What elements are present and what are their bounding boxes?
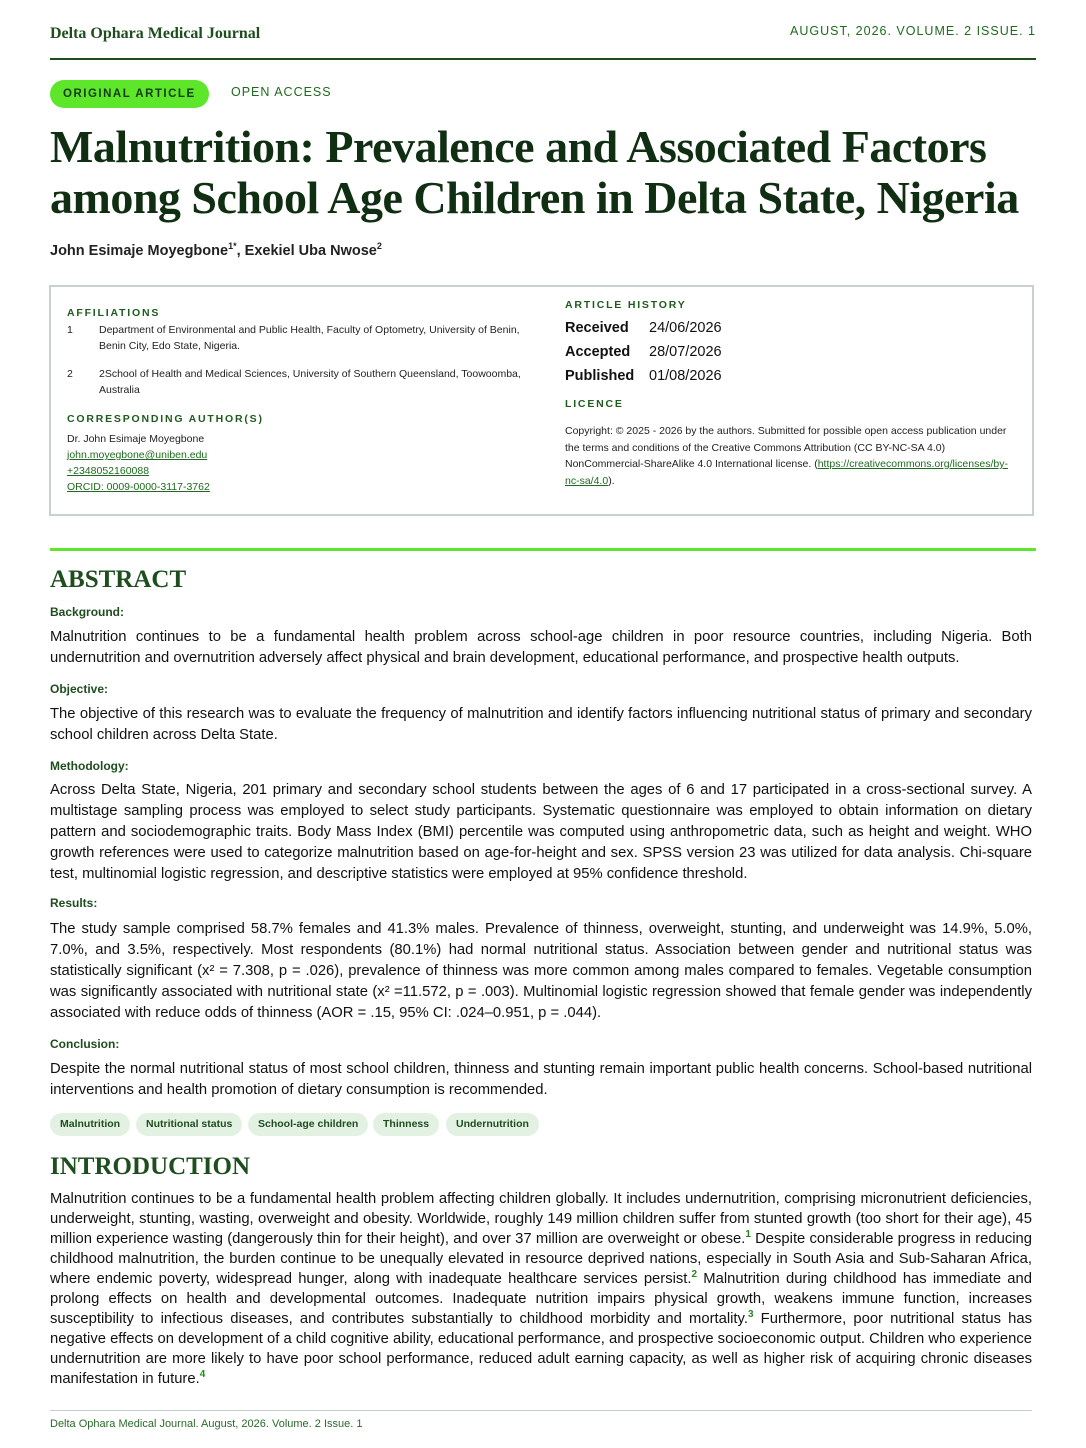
article-info-box (49, 285, 1034, 516)
methodology-label: Methodology: (50, 759, 129, 773)
licence-text: Copyright: © 2025 - 2026 by the authors. Submitted for possible open access publication under the terms and conditions of the Creative Commons Attribution (CC BY-NC-SA 4.0) NonCommercial-ShareAlike 4.0 International license. (https://creativecommons.org/licenses/by-nc-sa/4.0). (565, 425, 1008, 487)
affiliation-number: 2 (67, 368, 73, 380)
author-list: John Esimaje Moyegbone$^{1*}$, Exekiel Uba Nwose$^2$ (50, 241, 382, 259)
introduction-heading: INTRODUCTION (50, 1153, 251, 1180)
background-label: Background: (50, 605, 125, 619)
corresponding-name: Dr. John Esimaje Moyegbone (67, 433, 205, 445)
author-affiliation-mark: 2 (376, 241, 382, 251)
article-type-badge: ORIGINAL ARTICLE (50, 80, 209, 108)
affiliation-number: 1 (67, 324, 73, 336)
citation-ref[interactable]: 3 (747, 1309, 754, 1321)
open-access-label: OPEN ACCESS (231, 85, 332, 99)
licence-url-link[interactable]: https://creativecommons.org/licenses/by-nc-sa/4.0 (565, 458, 1008, 487)
results-label: Results: (50, 896, 98, 910)
author-affiliation-mark: 1* (228, 241, 237, 251)
citation-ref[interactable]: 1 (745, 1229, 751, 1241)
licence-heading: LICENCE (565, 398, 624, 410)
background-text: Malnutrition continues to be a fundamental health problem across school-age children in poor resource countries, including Nigeria. Both undernutrition and overnutrition adversely affect physical and brain development, educational performance, and prospective health outputs. (50, 629, 1032, 666)
history-published (565, 368, 722, 384)
history-label: Accepted (565, 344, 631, 360)
history-label: Published (565, 368, 635, 384)
conclusion-text: Despite the normal nutritional status of most school children, thinness and stunting remain important public health concerns. School-based nutritional interventions and health promotion of dietary consumption is recommended. (50, 1061, 1032, 1098)
licence-body: Copyright: © 2025 - 2026 by the authors. Submitted for possible open access publication under the terms and conditions of the Creative Commons Attribution (CC BY-NC-SA 4.0) NonCommercial-ShareAlike 4.0 International license. (565, 425, 1007, 470)
page-header (50, 22, 1036, 60)
title-line-2: among School Age Children in Delta State, Nigeria (50, 172, 1019, 223)
corresponding-heading: CORRESPONDING AUTHOR(S) (67, 413, 264, 425)
corresponding-email-link[interactable]: john.moyegbone@uniben.edu (67, 449, 208, 461)
history-date: 01/08/2026 (649, 368, 722, 384)
footer-divider (50, 1410, 1032, 1411)
section-divider (50, 548, 1036, 551)
results-text: The study sample comprised 58.7% females and 41.3% males. Prevalence of thinness, overweight, stunting, and underweight was 14.9%, 5.0%, 7.0%, and 3.5%, respectively. Most respondents (80.1%) had normal nutritional status. Association between gender and nutritional status was statistically significant (x² = 7.308, p = .026), prevalence of thinness was more common among males compared to females. Vegetable consumption was significantly associated with nutritional state (x² =11.572, p = .003). Multinomial logistic regression showed that female gender was independently associated with reduce odds of thinness (AOR = .15, 95% CI: .024–0.951, p = .044). (50, 921, 1032, 1021)
objective-text: The objective of this research was to evaluate the frequency of malnutrition and identify factors influencing nutritional status of primary and secondary school children across Delta State. (50, 706, 1032, 743)
keyword-tag[interactable]: Malnutrition (50, 1113, 130, 1136)
author-name: John Esimaje Moyegbone (50, 242, 229, 259)
affiliation-text: 2School of Health and Medical Sciences, University of Southern Queensland, Toowoomba, Australia (99, 368, 521, 396)
history-heading: ARTICLE HISTORY (565, 299, 687, 311)
history-date: 24/06/2026 (649, 320, 722, 336)
conclusion-label: Conclusion: (50, 1037, 120, 1051)
issue-info: AUGUST, 2026. VOLUME. 2 ISSUE. 1 (790, 24, 1036, 38)
objective-label: Objective: (50, 682, 109, 696)
keyword-tag[interactable]: Undernutrition (446, 1113, 539, 1136)
introduction-text (50, 1189, 1032, 1389)
title-line-1: Malnutrition: Prevalence and Associated Factors (50, 121, 987, 172)
keyword-tag[interactable]: School-age children (248, 1113, 368, 1136)
history-received (565, 320, 722, 336)
affiliations-heading: AFFILIATIONS (67, 307, 161, 319)
keyword-tag[interactable]: Thinness (373, 1113, 439, 1136)
footer-text: Delta Ophara Medical Journal. August, 2026. Volume. 2 Issue. 1 (50, 1418, 363, 1430)
citation-ref[interactable]: 2 (691, 1269, 698, 1281)
abstract-heading: ABSTRACT (50, 566, 187, 593)
history-date: 28/07/2026 (649, 344, 722, 360)
journal-name: Delta Ophara Medical Journal (50, 25, 261, 42)
history-accepted (565, 344, 722, 360)
author-name: Exekiel Uba Nwose (244, 242, 377, 259)
intro-segment: Malnutrition during childhood has immediate and prolong effects on health and developmental outcomes. Inadequate nutrition impairs physical growth, weakens immune function, increases susceptibility to infectious diseases, and contributes substantially to childhood morbidity and mortality. (50, 1271, 1033, 1327)
intro-segment: Furthermore, poor nutritional status has negative effects on development of a child cognitive ability, educational performance, and prospective socioeconomic output. Children who experience undernutrition are more likely to have poor school performance, reduced adult earning capacity, as well as higher risk of acquiring chronic diseases manifestation in future. (50, 1311, 1032, 1387)
methodology-text: Across Delta State, Nigeria, 201 primary and secondary school students between the ages of 6 and 17 participated in a cross-sectional survey. A multistage sampling process was employed to select study participants. Systematic questionnaire was employed to obtain information on dietary pattern and sociodemographic traits. Body Mass Index (BMI) percentile was computed using anthropometric data, such as height and weight. WHO growth references were used to categorize malnutrition based on age-for-height and sex. SPSS version 23 was utilized for data analysis. Chi-square test, multinomial logistic regression, and descriptive statistics were employed at 95% confidence threshold. (50, 782, 1032, 882)
history-label: Received (565, 320, 629, 336)
intro-segment: Malnutrition continues to be a fundamental health problem affecting children globally. It includes undernutrition, comprising micronutrient deficiencies, underweight, stunting, wasting, overweight and obesity. Worldwide, roughly 149 million children suffer from stunted growth (too short for their age), 45 million experience wasting (dangerously thin for their height), and over 37 million are overweight or obese. (50, 1191, 1032, 1247)
orcid-link[interactable]: ORCID: 0009-0000-3117-3762 (67, 481, 210, 493)
corresponding-phone-link[interactable]: +2348052160088 (67, 465, 150, 477)
intro-segment: Despite considerable progress in reducing childhood malnutrition, the burden continue to be unequally elevated in resource deprived nations, especially in South Asia and Sub-Saharan Africa, where endemic poverty, widespread hunger, along with inadequate healthcare services persist. (50, 1231, 1032, 1287)
keyword-tag[interactable]: Nutritional status (136, 1113, 242, 1136)
article-title (50, 121, 1040, 223)
citation-ref[interactable]: 4 (199, 1369, 206, 1381)
affiliation-text: Department of Environmental and Public Health, Faculty of Optometry, University of Benin, Benin City, Edo State, Nigeria. (99, 324, 520, 352)
